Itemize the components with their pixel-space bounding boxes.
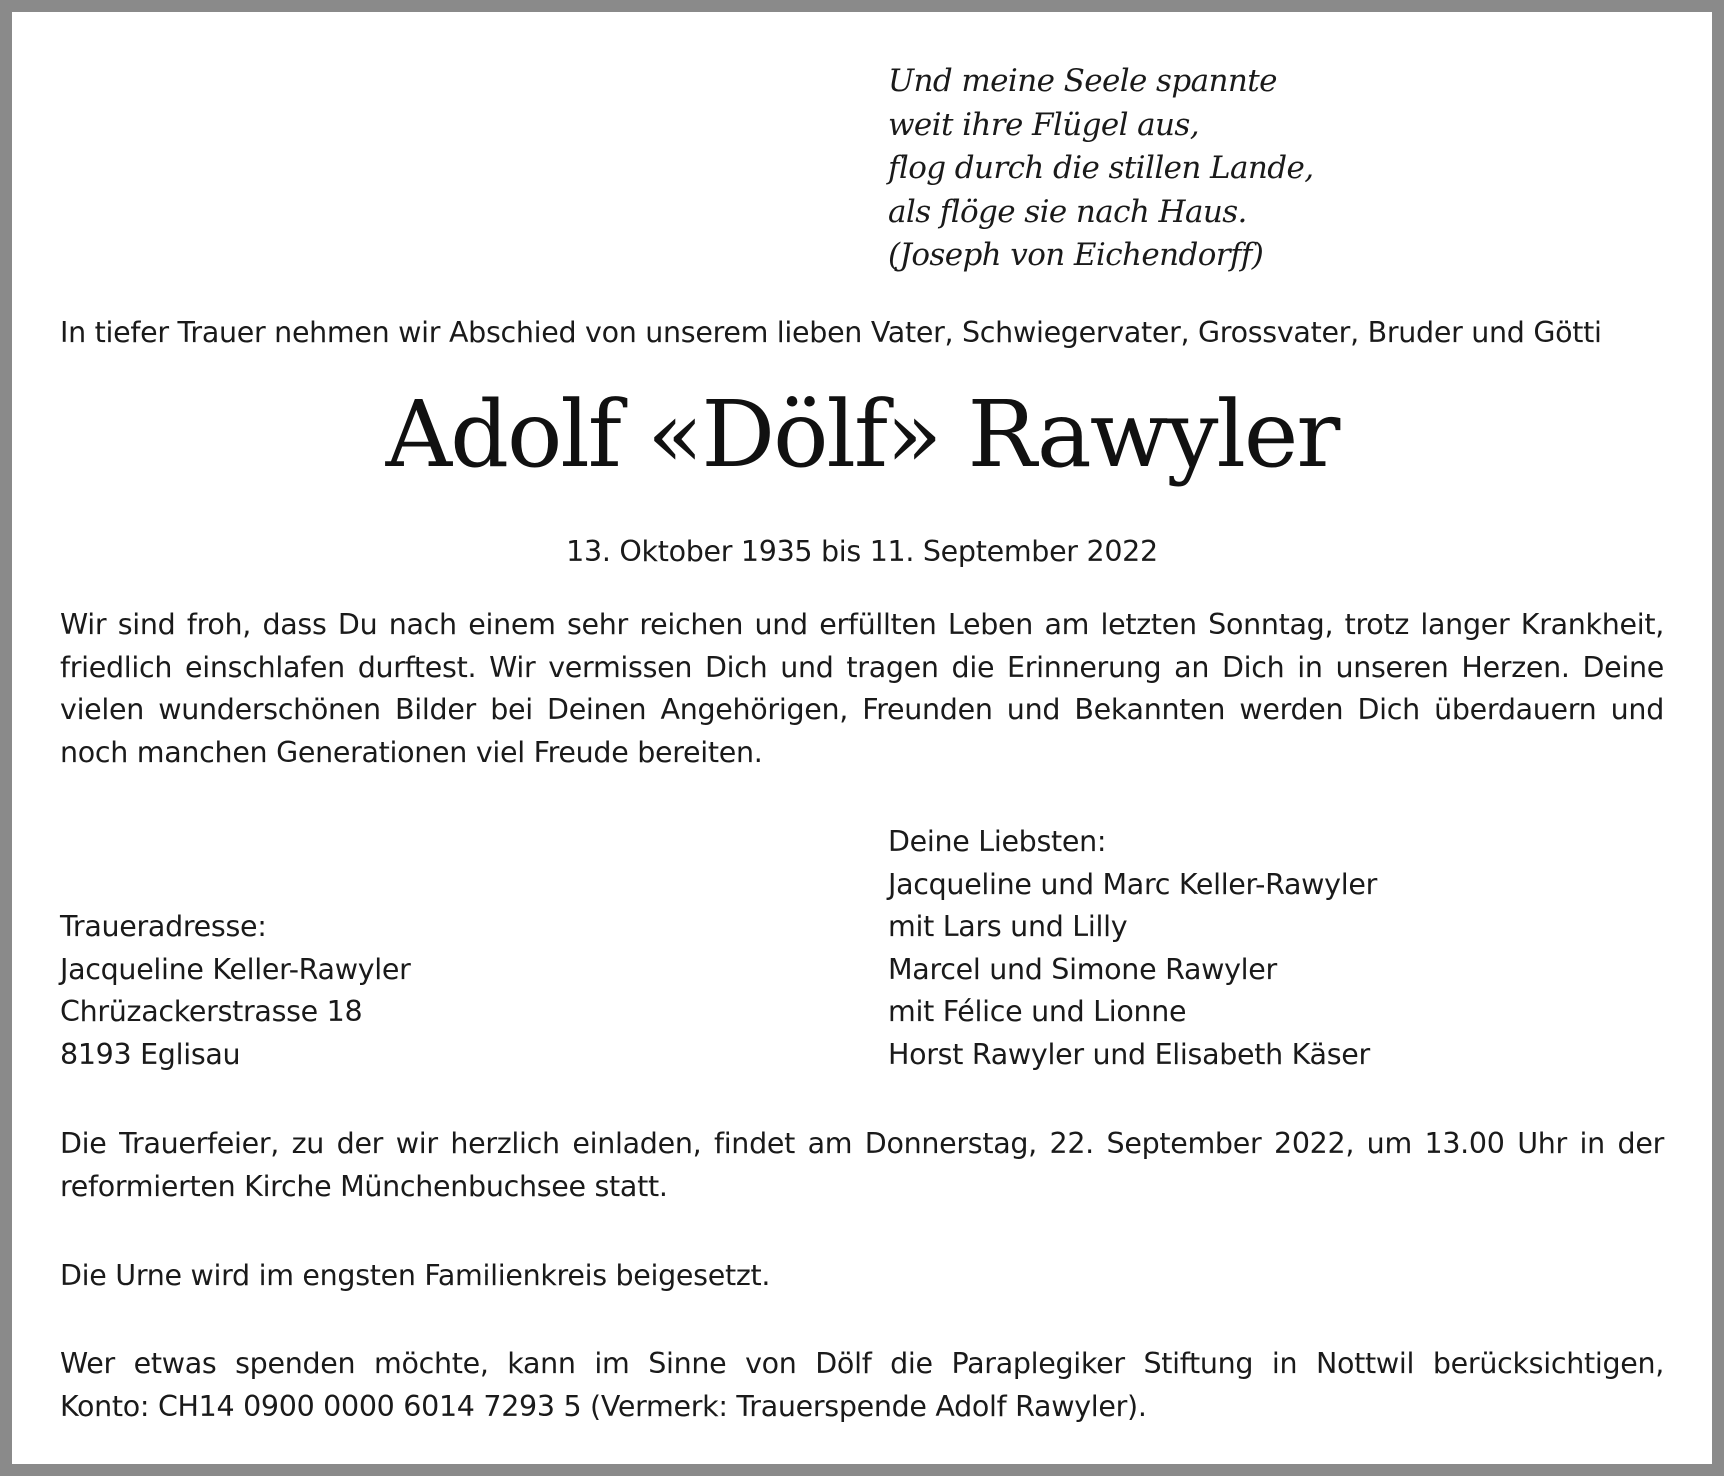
donation-line: Konto: CH14 0900 0000 6014 7293 5 (Vermerk: Trauerspende Adolf Rawyler).: [60, 1389, 1147, 1423]
urn-info: [60, 1255, 1664, 1298]
obituary-card: [12, 12, 1712, 1464]
poem-quote: [888, 60, 1313, 278]
message-line: friedlich einschlafen durftest. Wir vermissen Dich und tragen die Erinnerung an Dich in unseren Herzen. Deine: [60, 650, 1664, 684]
ceremony-line: reformierten Kirche Münchenbuchsee statt.: [60, 1169, 668, 1203]
family-member: Horst Rawyler und Elisabeth Käser: [888, 1037, 1370, 1071]
donation-line: Wer etwas spenden möchte, kann im Sinne von Dölf die Paraplegiker Stiftung in Nottwil berücksichtigen,: [60, 1347, 1664, 1380]
poem-line: weit ihre Flügel aus,: [888, 106, 1199, 143]
urn-line: Die Urne wird im engsten Familienkreis beigesetzt.: [60, 1259, 771, 1292]
family-member: mit Félice und Lionne: [888, 995, 1187, 1028]
family-heading: Deine Liebsten:: [888, 825, 1107, 858]
family-member: Jacqueline und Marc Keller-Rawyler: [888, 867, 1378, 901]
poem-line: Und meine Seele spannte: [888, 63, 1277, 99]
deceased-name: Adolf «Dölf» Rawyler: [385, 381, 1339, 488]
life-dates: 13. Oktober 1935 bis 11. September 2022: [566, 535, 1158, 568]
family-member: mit Lars und Lilly: [888, 910, 1128, 943]
poem-line: flog durch die stillen Lande,: [888, 150, 1314, 186]
ceremony-line: Die Trauerfeier, zu der wir herzlich einladen, findet am Donnerstag, 22. September 2022, um 13.00 Uhr in der: [60, 1127, 1664, 1160]
donation-info: [60, 1343, 1664, 1428]
poem-line: als flöge sie nach Haus.: [888, 193, 1247, 230]
address-street: Chrüzackerstrasse 18: [60, 995, 363, 1028]
address-city: 8193 Eglisau: [60, 1037, 241, 1071]
address-name: Jacqueline Keller-Rawyler: [60, 952, 411, 986]
poem-attribution: (Joseph von Eichendorff): [888, 237, 1264, 273]
ceremony-info: [60, 1123, 1664, 1208]
family-list: [888, 821, 1377, 1076]
message-line: vielen wunderschönen Bilder bei Deinen Angehörigen, Freunden und Bekannten werden Dich überdauern und: [60, 693, 1664, 726]
address-heading: Traueradresse:: [60, 910, 267, 943]
message-line: Wir sind froh, dass Du nach einem sehr reichen und erfüllten Leben am letzten Sonntag, trotz langer Krankheit,: [60, 608, 1664, 641]
mourning-address: [60, 906, 411, 1076]
message-line: noch manchen Generationen viel Freude bereiten.: [60, 735, 763, 769]
farewell-message: [60, 604, 1664, 774]
family-member: Marcel und Simone Rawyler: [888, 952, 1277, 986]
intro-text: In tiefer Trauer nehmen wir Abschied von unserem lieben Vater, Schwiegervater, Grossvater, Bruder und Götti: [60, 316, 1602, 349]
